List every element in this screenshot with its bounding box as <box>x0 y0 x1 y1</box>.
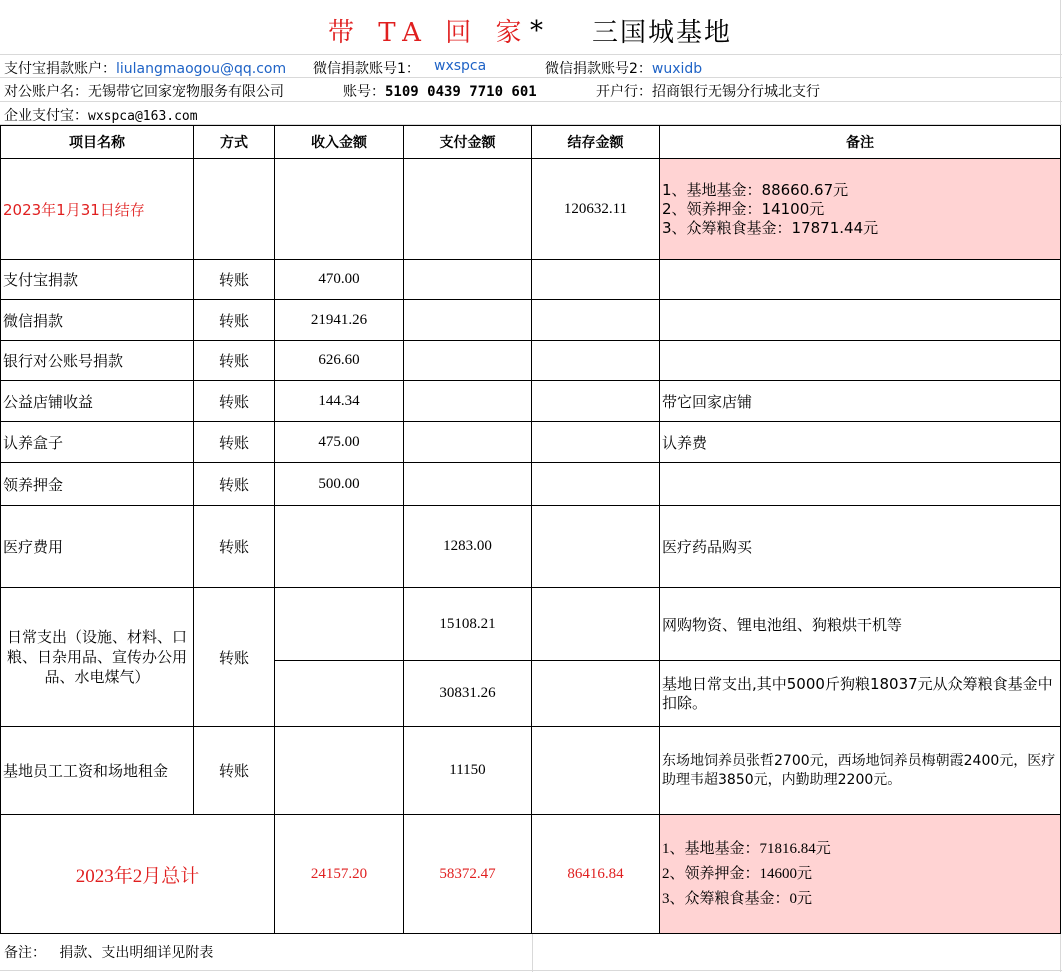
row-balance <box>532 506 660 588</box>
daily-note-2: 基地日常支出,其中5000斤狗粮18037元从众筹粮食基金中扣除。 <box>660 661 1061 727</box>
row-income <box>275 506 404 588</box>
row-balance <box>532 260 660 300</box>
row-expense <box>404 381 532 422</box>
table-row-daily <box>1 588 1061 661</box>
wechat1-info <box>313 58 420 78</box>
header-method: 方式 <box>194 126 275 159</box>
corp-alipay-info <box>4 105 198 125</box>
row-name: 银行对公账号捐款 <box>1 341 194 381</box>
corp-alipay-label: 企业支付宝： <box>4 108 88 124</box>
row-income: 626.60 <box>275 341 404 381</box>
total-note-line: 1、基地基金：71816.84元 <box>662 840 831 857</box>
table-row-wages <box>1 727 1061 815</box>
row-name: 认养盒子 <box>1 422 194 463</box>
table-row <box>1 506 1061 588</box>
alipay-label: 支付宝捐款账户： <box>4 61 116 77</box>
row-name: 医疗费用 <box>1 506 194 588</box>
wages-name: 基地员工工资和场地租金 <box>1 727 194 815</box>
header-balance: 结存金额 <box>532 126 660 159</box>
total-balance: 86416.84 <box>532 815 660 934</box>
daily-method: 转账 <box>194 588 275 727</box>
bank-info: 开户行：招商银行无锡分行城北支行 <box>596 84 820 100</box>
footer-label: 备注： <box>4 945 46 961</box>
row-note <box>660 341 1061 381</box>
opening-note <box>660 159 1061 260</box>
wechat2-label: 微信捐款账号2： <box>545 61 652 77</box>
row-name: 领养押金 <box>1 463 194 506</box>
wages-method: 转账 <box>194 727 275 815</box>
row-name: 微信捐款 <box>1 300 194 341</box>
alipay-info <box>4 58 286 78</box>
org-title: 带 TA 回 家 <box>328 18 530 48</box>
title-separator: * <box>530 16 543 46</box>
row-method: 转账 <box>194 341 275 381</box>
header-expense: 支付金额 <box>404 126 532 159</box>
gridline <box>0 970 1062 971</box>
opening-name: 2023年1月31日结存 <box>1 159 194 260</box>
empty-cell <box>275 727 404 815</box>
row-income: 21941.26 <box>275 300 404 341</box>
row-expense <box>404 463 532 506</box>
empty-cell <box>532 661 660 727</box>
row-income: 500.00 <box>275 463 404 506</box>
row-name: 公益店铺收益 <box>1 381 194 422</box>
row-balance <box>532 300 660 341</box>
opening-note-line: 2、领养押金：14100元 <box>662 199 825 218</box>
row-name: 支付宝捐款 <box>1 260 194 300</box>
row-income: 470.00 <box>275 260 404 300</box>
table-row <box>1 463 1061 506</box>
row-note <box>660 463 1061 506</box>
opening-note-line: 1、基地基金：88660.67元 <box>662 180 849 199</box>
daily-expense-2: 30831.26 <box>404 661 532 727</box>
title-row <box>0 0 1062 55</box>
row-note <box>660 300 1061 341</box>
opening-balance: 120632.11 <box>532 159 660 260</box>
row-balance <box>532 422 660 463</box>
gridline <box>532 933 533 972</box>
gridline <box>0 101 1062 102</box>
row-note: 认养费 <box>660 422 1061 463</box>
account-label: 账号： <box>343 84 385 100</box>
finance-table <box>0 125 1061 934</box>
company-name: 对公账户名：无锡带它回家宠物服务有限公司 <box>4 84 284 100</box>
row-expense <box>404 300 532 341</box>
total-note-line: 2、领养押金：14600元 <box>662 865 813 882</box>
row-expense: 1283.00 <box>404 506 532 588</box>
total-note <box>660 815 1061 934</box>
table-row-total <box>1 815 1061 934</box>
daily-note-1: 网购物资、锂电池组、狗粮烘干机等 <box>660 588 1061 661</box>
header-income: 收入金额 <box>275 126 404 159</box>
total-expense: 58372.47 <box>404 815 532 934</box>
empty-cell <box>532 727 660 815</box>
total-name: 2023年2月总计 <box>1 815 275 934</box>
header-note: 备注 <box>660 126 1061 159</box>
wages-expense: 11150 <box>404 727 532 815</box>
empty-cell <box>404 159 532 260</box>
header-row <box>1 126 1061 159</box>
row-expense <box>404 341 532 381</box>
empty-cell <box>532 588 660 661</box>
account-number: 5109 0439 7710 601 <box>385 84 537 100</box>
row-income: 475.00 <box>275 422 404 463</box>
row-method: 转账 <box>194 506 275 588</box>
opening-note-line: 3、众筹粮食基金：17871.44元 <box>662 218 879 237</box>
empty-cell <box>275 588 404 661</box>
wechat1-account[interactable]: wxspca <box>434 58 487 74</box>
row-balance <box>532 341 660 381</box>
row-expense <box>404 260 532 300</box>
row-note: 带它回家店铺 <box>660 381 1061 422</box>
total-note-line: 3、众筹粮食基金：0元 <box>662 890 813 907</box>
base-title: 三国城基地 <box>592 18 733 48</box>
wages-note: 东场地饲养员张哲2700元，西场地饲养员梅朝霞2400元，医疗助理韦超3850元，内勤助理2200元。 <box>660 727 1061 815</box>
row-balance <box>532 381 660 422</box>
row-balance <box>532 463 660 506</box>
header-item: 项目名称 <box>1 126 194 159</box>
row-method: 转账 <box>194 422 275 463</box>
account-info <box>343 81 537 101</box>
wechat2-info <box>545 58 702 78</box>
empty-cell <box>275 661 404 727</box>
table-row <box>1 300 1061 341</box>
row-method: 转账 <box>194 260 275 300</box>
table-row <box>1 341 1061 381</box>
daily-expense-1: 15108.21 <box>404 588 532 661</box>
wechat2-account[interactable]: wuxidb <box>651 61 703 77</box>
daily-name: 日常支出（设施、材料、口粮、日杂用品、宣传办公用品、水电煤气） <box>1 588 194 727</box>
footer-note <box>4 942 213 962</box>
empty-cell <box>275 159 404 260</box>
row-method: 转账 <box>194 463 275 506</box>
row-income: 144.34 <box>275 381 404 422</box>
table-row <box>1 381 1061 422</box>
row-method: 转账 <box>194 300 275 341</box>
empty-cell <box>194 159 275 260</box>
row-note: 医疗药品购买 <box>660 506 1061 588</box>
total-income: 24157.20 <box>275 815 404 934</box>
wechat1-label: 微信捐款账号1： <box>313 61 420 77</box>
table-row <box>1 260 1061 300</box>
row-note <box>660 260 1061 300</box>
table-row <box>1 422 1061 463</box>
row-expense <box>404 422 532 463</box>
table-row-opening <box>1 159 1061 260</box>
footer-text: 捐款、支出明细详见附表 <box>59 945 214 961</box>
row-method: 转账 <box>194 381 275 422</box>
corp-alipay-account: wxspca@163.com <box>88 109 198 124</box>
alipay-account[interactable]: liulangmaogou@qq.com <box>116 61 287 77</box>
